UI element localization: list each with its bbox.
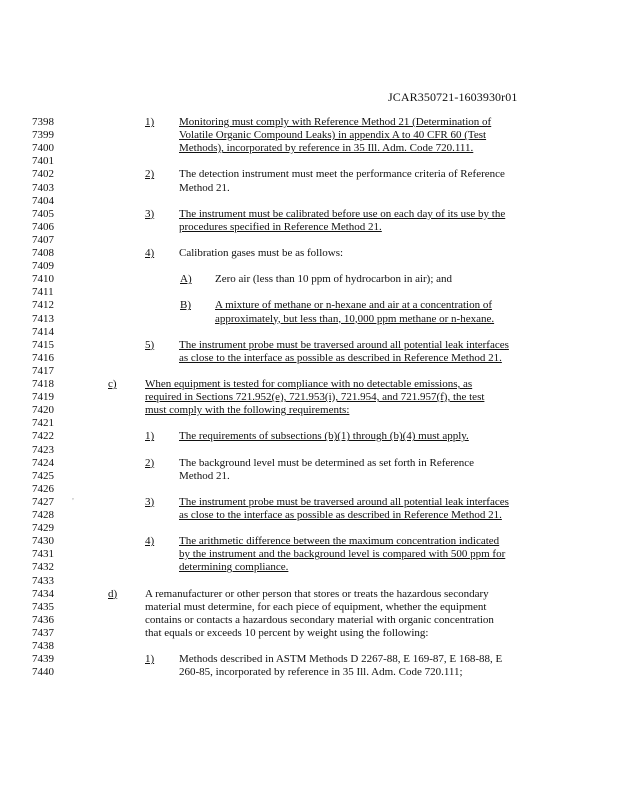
paragraph-marker: 2) bbox=[145, 456, 155, 469]
paragraph-marker: 1) bbox=[145, 430, 155, 443]
paragraph-marker: d) bbox=[108, 587, 118, 600]
paragraph-marker: 1) bbox=[145, 653, 155, 666]
line-number: 7424 bbox=[32, 456, 54, 469]
line-number: 7431 bbox=[32, 548, 54, 561]
paragraph-text-line: Methods described in ASTM Methods D 2267-88, E 169-87, E 168-88, E bbox=[179, 653, 503, 666]
paragraph-text-line: The arithmetic difference between the maximum concentration indicated bbox=[179, 535, 500, 548]
paragraph-text-line: Methods), incorporated by reference in 35 Ill. Adm. Code 720.111. bbox=[179, 142, 474, 155]
line-number: 7418 bbox=[32, 378, 54, 390]
line-number: 7415 bbox=[32, 338, 54, 351]
paragraph-text-line: Volatile Organic Compound Leaks) in appendix A to 40 CFR 60 (Test bbox=[179, 129, 487, 142]
paragraph-text-line: by the instrument and the background level is compared with 500 ppm for bbox=[179, 548, 506, 561]
paragraph-text-line: approximately, but less than, 10,000 ppm methane or n-hexane. bbox=[215, 312, 495, 325]
line-number: 7408 bbox=[32, 247, 54, 259]
line-number: 7403 bbox=[32, 181, 54, 194]
line-number: 7420 bbox=[32, 404, 54, 417]
line-number: 7417 bbox=[32, 364, 54, 377]
paragraph-text-line: 260-85, incorporated by reference in 35 Ill. Adm. Code 720.111; bbox=[179, 666, 463, 679]
line-number: 7419 bbox=[32, 391, 54, 404]
paragraph-text-line: Calibration gases must be as follows: bbox=[179, 247, 344, 259]
paragraph-text-line: material must determine, for each piece of equipment, whether the equipment bbox=[145, 600, 487, 613]
paragraph-text-line: determining compliance. bbox=[179, 561, 289, 574]
line-number: 7410 bbox=[32, 273, 54, 286]
paragraph-text-line: The background level must be determined as set forth in Reference bbox=[179, 456, 475, 469]
line-number: 7433 bbox=[32, 574, 54, 587]
paragraph-marker: B) bbox=[180, 299, 191, 312]
line-number: 7404 bbox=[32, 194, 54, 207]
paragraph-text-line: The instrument probe must be traversed around all potential leak interfaces bbox=[179, 495, 509, 508]
line-number: 7430 bbox=[32, 535, 54, 548]
paragraph-text-line: Zero air (less than 10 ppm of hydrocarbon in air); and bbox=[215, 273, 453, 286]
line-number: 7409 bbox=[32, 260, 54, 273]
paragraph-marker: 4) bbox=[145, 247, 155, 259]
paragraph-text-line: required in Sections 721.952(e), 721.953(i), 721.954, and 721.957(f), the test bbox=[145, 391, 485, 404]
scan-mark: , bbox=[72, 492, 74, 501]
line-number: 7407 bbox=[32, 233, 54, 246]
line-number: 7426 bbox=[32, 482, 54, 495]
line-number: 7422 bbox=[32, 430, 54, 443]
paragraph-marker: A) bbox=[180, 273, 192, 286]
line-number: 7412 bbox=[32, 299, 54, 312]
paragraph-marker: 1) bbox=[145, 116, 155, 128]
paragraph-marker: 2) bbox=[145, 168, 155, 181]
paragraph-marker: 4) bbox=[145, 535, 155, 548]
line-number: 7414 bbox=[32, 325, 54, 338]
line-number: 7405 bbox=[32, 207, 54, 220]
paragraph-text-line: as close to the interface as possible as described in Reference Method 21. bbox=[179, 509, 502, 521]
line-number: 7416 bbox=[32, 351, 54, 364]
paragraph-marker: 3) bbox=[145, 495, 155, 508]
paragraph-text-line: must comply with the following requirements: bbox=[145, 404, 350, 417]
paragraph-text-line: Method 21. bbox=[179, 181, 230, 194]
line-number: 7400 bbox=[32, 142, 54, 155]
paragraph-marker: 3) bbox=[145, 207, 155, 220]
paragraph-marker: c) bbox=[108, 378, 117, 390]
line-number: 7399 bbox=[32, 129, 54, 142]
paragraph-text-line: A remanufacturer or other person that stores or treats the hazardous secondary bbox=[145, 587, 489, 600]
paragraph-text-line: The detection instrument must meet the performance criteria of Reference bbox=[179, 168, 505, 181]
paragraph-text-line: The instrument probe must be traversed around all potential leak interfaces bbox=[179, 338, 509, 351]
line-number: 7427 bbox=[32, 495, 54, 508]
paragraph-text-line: that equals or exceeds 10 percent by weight using the following: bbox=[145, 626, 429, 639]
line-number: 7411 bbox=[32, 286, 54, 299]
line-number: 7398 bbox=[32, 116, 54, 128]
line-number: 7437 bbox=[32, 626, 54, 639]
paragraph-text-line: The instrument must be calibrated before use on each day of its use by the bbox=[179, 207, 506, 220]
line-number: 7406 bbox=[32, 220, 54, 233]
paragraph-text-line: When equipment is tested for compliance with no detectable emissions, as bbox=[145, 378, 473, 390]
line-number: 7438 bbox=[32, 640, 54, 652]
paragraph-text-line: Method 21. bbox=[179, 469, 230, 482]
paragraph-text-line: contains or contacts a hazardous secondary material with organic concentration bbox=[145, 613, 494, 626]
line-number: 7413 bbox=[32, 312, 54, 325]
line-number: 7439 bbox=[32, 653, 54, 666]
line-number: 7440 bbox=[32, 666, 54, 679]
line-number: 7428 bbox=[32, 509, 54, 521]
paragraph-marker: 5) bbox=[145, 338, 155, 351]
line-number: 7436 bbox=[32, 613, 54, 626]
line-number: 7435 bbox=[32, 600, 54, 613]
paragraph-text-line: as close to the interface as possible as described in Reference Method 21. bbox=[179, 351, 502, 364]
paragraph-text-line: procedures specified in Reference Method 21. bbox=[179, 220, 382, 233]
document-identifier: JCAR350721-1603930r01 bbox=[388, 90, 518, 104]
line-number: 7434 bbox=[32, 587, 54, 600]
line-number: 7429 bbox=[32, 522, 54, 535]
line-number: 7425 bbox=[32, 469, 54, 482]
paragraph-text-line: Monitoring must comply with Reference Method 21 (Determination of bbox=[179, 116, 492, 128]
line-number: 7421 bbox=[32, 417, 54, 430]
line-number: 7402 bbox=[32, 168, 54, 181]
line-number: 7423 bbox=[32, 443, 54, 456]
line-number: 7432 bbox=[32, 561, 54, 574]
line-number: 7401 bbox=[32, 155, 54, 168]
paragraph-text-line: A mixture of methane or n-hexane and air at a concentration of bbox=[215, 299, 493, 312]
paragraph-text-line: The requirements of subsections (b)(1) through (b)(4) must apply. bbox=[179, 430, 469, 443]
